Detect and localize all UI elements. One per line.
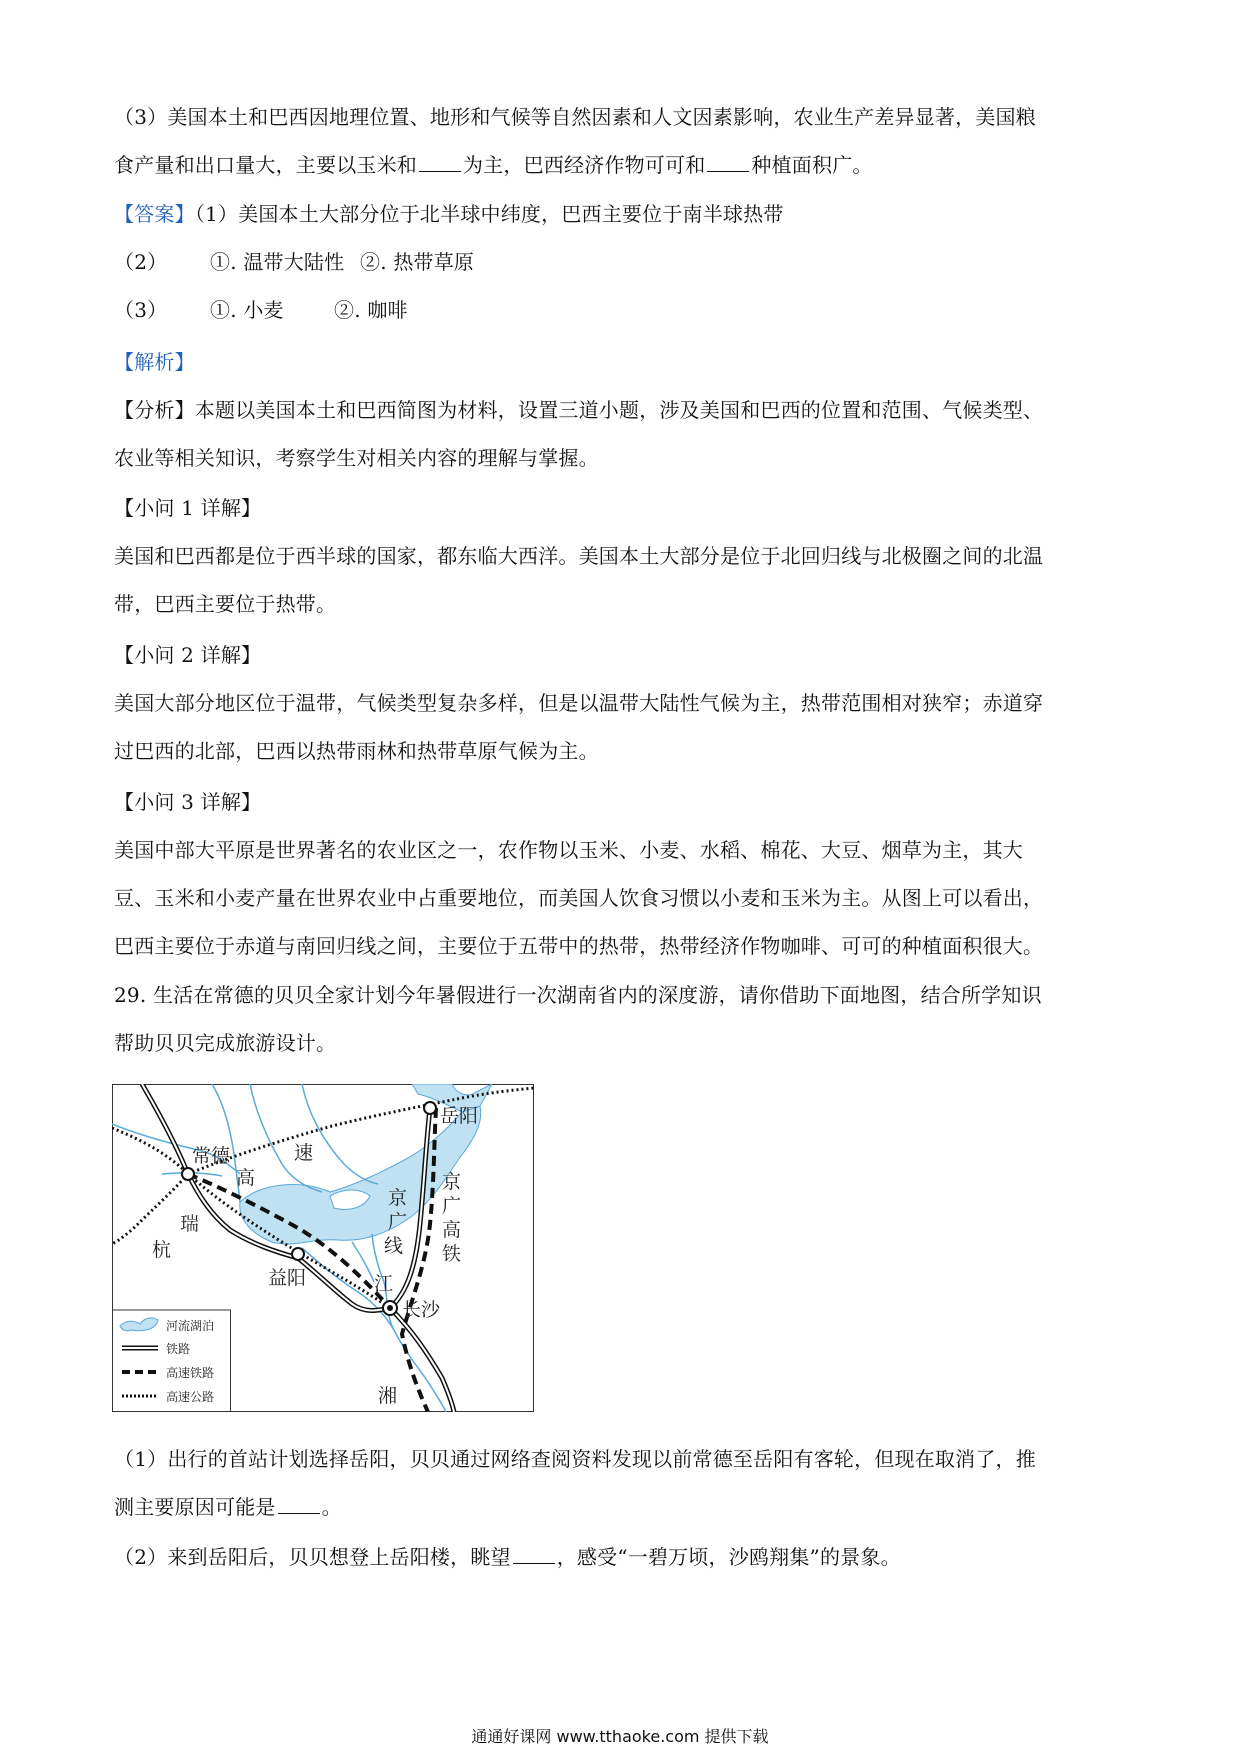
city-label-changsha: 长沙	[402, 1299, 441, 1321]
q2-detail-title: 【小问 2 详解】	[114, 643, 262, 667]
q2-detail-line2: 过巴西的北部，巴西以热带雨林和热带草原气候为主。	[114, 739, 599, 763]
q3-detail-line1: 美国中部大平原是世界著名的农业区之一，农作物以玉米、小麦、水稻、棉花、大豆、烟草为主，其大	[114, 838, 1023, 862]
q3-detail-line3: 巴西主要位于赤道与南回归线之间，主要位于五带中的热带，热带经济作物咖啡、可可的种植面积很大。	[114, 934, 1044, 958]
q29-line2: 帮助贝贝完成旅游设计。	[114, 1031, 337, 1055]
map-label-guang1: 广	[388, 1211, 408, 1233]
answer-num: （2）	[114, 250, 168, 274]
yueyang-marker	[424, 1102, 436, 1114]
answer-option: ②. 热带草原	[360, 250, 475, 274]
map-label-jiang: 江	[374, 1273, 394, 1295]
map-label-jing2: 京	[442, 1171, 462, 1193]
answer-line2	[114, 247, 474, 277]
q1-detail-title: 【小问 1 详解】	[114, 496, 262, 520]
answer-option: ②. 咖啡	[334, 298, 408, 322]
q28-text: 为主，巴西经济作物可可和	[463, 153, 706, 177]
analysis-fenxi-line2: 农业等相关知识，考察学生对相关内容的理解与掌握。	[114, 446, 599, 470]
q29-text: 。	[321, 1495, 342, 1519]
answer-blank	[278, 1493, 320, 1514]
q29-line1: 29. 生活在常德的贝贝全家计划今年暑假进行一次湖南省内的深度游，请你借助下面地图，结合所学知识	[114, 983, 1042, 1007]
q1-detail-line2: 带，巴西主要位于热带。	[114, 592, 337, 616]
map-label-gao2: 高	[442, 1219, 462, 1241]
answer-blank	[513, 1543, 555, 1564]
map-label-tie: 铁	[442, 1243, 462, 1265]
q29-text: ，感受“一碧万顷，沙鸥翔集”的景象。	[556, 1545, 901, 1569]
q3-detail-title: 【小问 3 详解】	[114, 790, 262, 814]
answer-num: （3）	[114, 298, 168, 322]
city-label-yueyang: 岳阳	[440, 1105, 479, 1127]
yiyang-marker	[292, 1248, 304, 1260]
hunan-map	[112, 1084, 534, 1412]
legend-hsr: 高速铁路	[166, 1366, 215, 1380]
map-label-xian: 线	[384, 1235, 404, 1257]
q3-detail-line2: 豆、玉米和小麦产量在世界农业中占重要地位，而美国人饮食习惯以小麦和玉米为主。从图上可以看出，	[114, 886, 1044, 910]
map-label-gao: 高	[236, 1167, 256, 1189]
legend-highway: 高速公路	[166, 1390, 215, 1404]
answer-blank	[419, 151, 461, 172]
q28-part3-line1: （3）美国本土和巴西因地理位置、地形和气候等自然因素和人文因素影响，农业生产差异显著，美国粮	[114, 105, 1036, 129]
q28-text: 种植面积广。	[751, 153, 873, 177]
q29-text: （2）来到岳阳后，贝贝想登上岳阳楼，眺望	[114, 1545, 511, 1569]
city-label-changde: 常德	[192, 1145, 231, 1167]
q29-text: 测主要原因可能是	[114, 1495, 276, 1519]
map-label-rui: 瑞	[180, 1213, 200, 1235]
legend-water: 河流湖泊	[166, 1319, 215, 1333]
q29-part1-line2	[114, 1492, 342, 1522]
q28-text: 食产量和出口量大，主要以玉米和	[114, 153, 417, 177]
map-label-xiang: 湘	[378, 1385, 398, 1407]
answer-line3	[114, 295, 408, 325]
q28-part3-line2	[114, 150, 873, 180]
map-label-guang2: 广	[442, 1195, 462, 1217]
map-legend	[113, 1310, 231, 1412]
map-label-su: 速	[294, 1142, 314, 1164]
map-label-hang: 杭	[152, 1239, 172, 1261]
city-label-yiyang: 益阳	[268, 1267, 307, 1289]
answer-blank	[707, 151, 749, 172]
q29-part2	[114, 1542, 901, 1572]
analysis-tag: 【解析】	[114, 350, 195, 374]
answer-option: ①. 小麦	[210, 298, 284, 322]
answer-option: ①. 温带大陆性	[210, 250, 345, 274]
changsha-marker-dot	[387, 1305, 393, 1311]
answer-tag: 【答案】	[114, 202, 195, 226]
changde-marker	[182, 1168, 194, 1180]
map-label-jing1: 京	[388, 1187, 408, 1209]
legend-rail: 铁路	[166, 1342, 191, 1356]
q1-detail-line1: 美国和巴西都是位于西半球的国家，都东临大西洋。美国本土大部分是位于北回归线与北极圈之间的北温	[114, 544, 1044, 568]
q29-part1-line1: （1）出行的首站计划选择岳阳，贝贝通过网络查阅资料发现以前常德至岳阳有客轮，但现在取消了，推	[114, 1447, 1036, 1471]
answer-text: （1）美国本土大部分位于北半球中纬度，巴西主要位于南半球热带	[194, 202, 784, 226]
analysis-fenxi-line1: 【分析】本题以美国本土和巴西简图为材料，设置三道小题，涉及美国和巴西的位置和范围、气候类型、	[114, 398, 1044, 422]
q2-detail-line1: 美国大部分地区位于温带，气候类型复杂多样，但是以温带大陆性气候为主，热带范围相对狭窄；赤道穿	[114, 691, 1044, 715]
answer-line1	[114, 199, 784, 229]
page-footer: 通通好课网 www.tthaoke.com 提供下载	[471, 1727, 769, 1746]
